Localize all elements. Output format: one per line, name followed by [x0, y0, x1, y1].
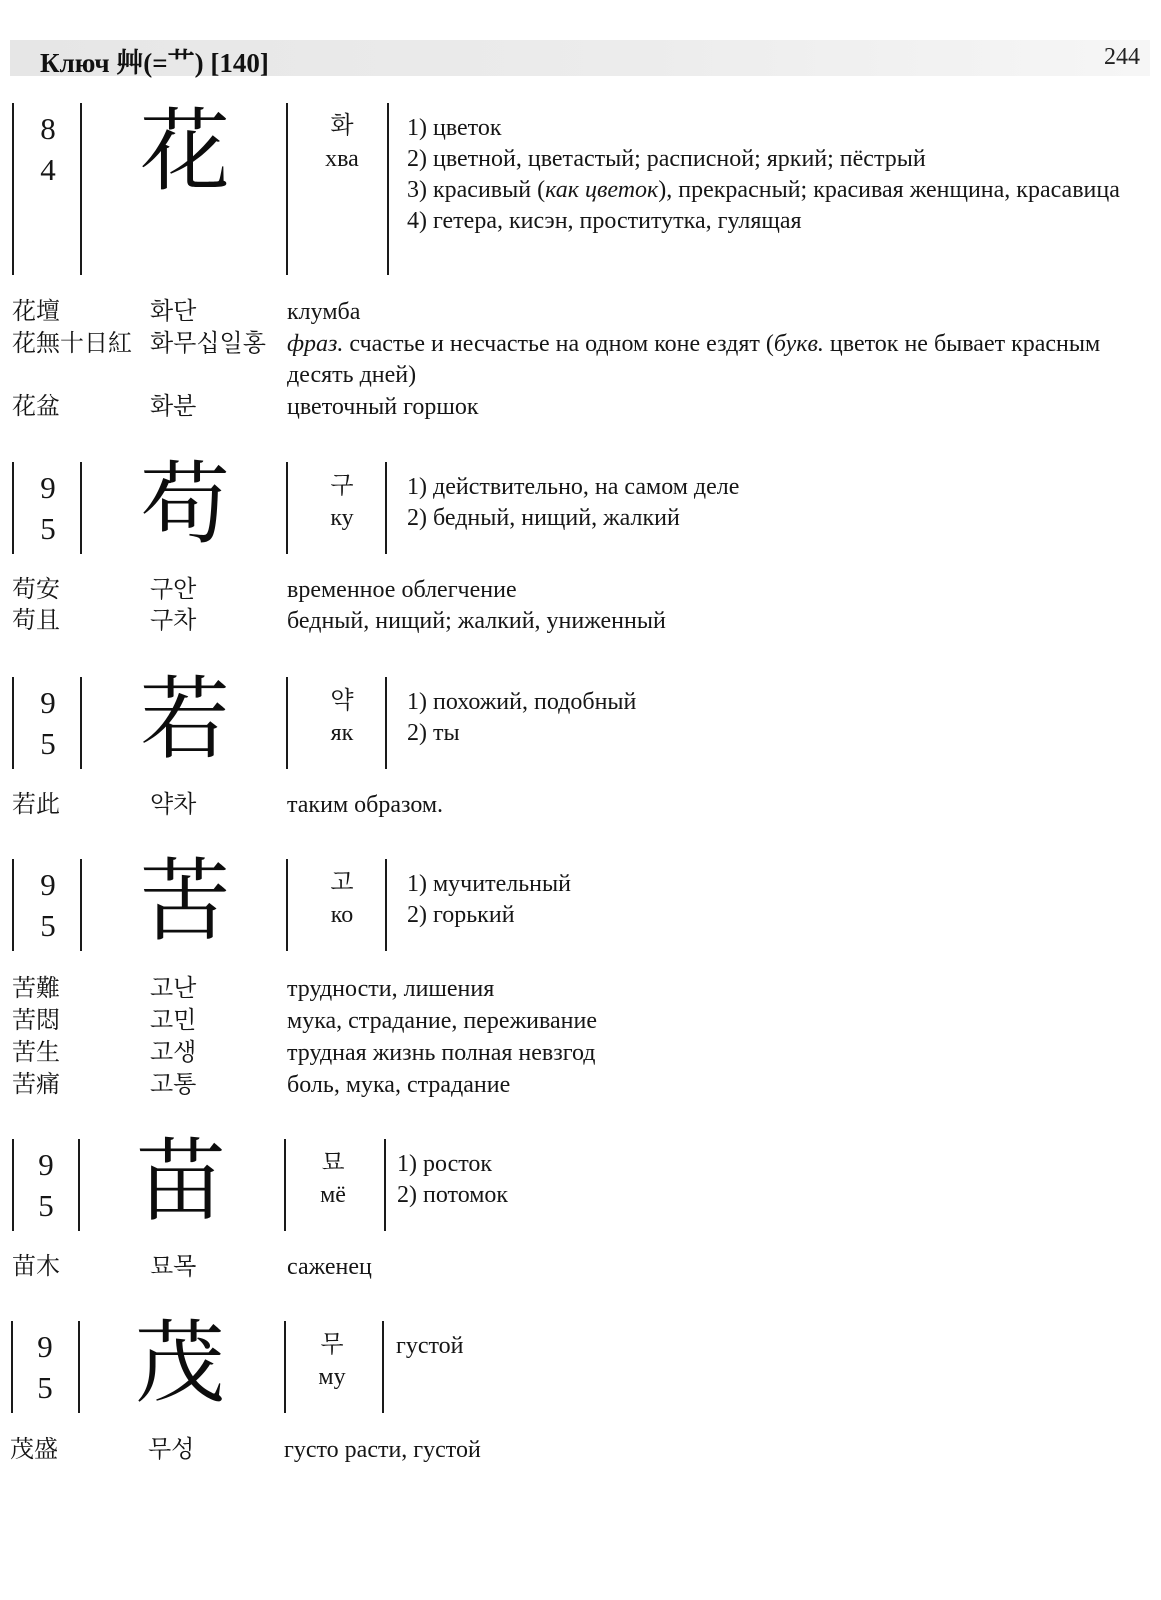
compound-hangul: 고생 [150, 1040, 197, 1066]
meaning-item: 4) гетера, кисэн, проститутка, гулящая [407, 208, 802, 234]
stroke-extra: 5 [38, 1188, 54, 1223]
compound-hanja: 苗木 [12, 1254, 60, 1280]
meaning-item: 2) бедный, нищий, жалкий [407, 505, 680, 531]
meaning-list [407, 869, 1121, 931]
compound-meaning: цветочный горшок [287, 394, 479, 420]
column-divider [385, 677, 387, 769]
compound-hangul: 구안 [150, 577, 197, 603]
radical-title: Ключ 艸(=⺾) [140] [40, 48, 269, 78]
column-divider [284, 1139, 286, 1231]
column-divider [78, 1139, 80, 1231]
transliteration: як [330, 720, 354, 746]
compound-hangul: 묘목 [150, 1254, 197, 1280]
column-divider [80, 677, 82, 769]
column-divider [78, 1321, 80, 1413]
compound-meaning: трудности, лишения [287, 976, 495, 1002]
column-divider [12, 462, 14, 554]
column-divider [12, 1139, 14, 1231]
compound-hanja: 花盆 [12, 394, 60, 420]
column-divider [286, 103, 288, 275]
stroke-extra: 5 [40, 908, 56, 943]
meaning-item: 1) росток [397, 1151, 493, 1177]
compound-hangul: 약차 [150, 792, 197, 818]
meaning-list [396, 1331, 1121, 1362]
compound-hangul: 화분 [150, 394, 197, 420]
hangul-reading: 화 [330, 113, 354, 139]
compound-hanja: 苦痛 [12, 1072, 60, 1098]
compound-meaning: бедный, нищий; жалкий, униженный [287, 608, 666, 634]
transliteration: мё [320, 1182, 346, 1208]
column-divider [286, 677, 288, 769]
dictionary-entry [0, 103, 1161, 275]
column-divider [286, 859, 288, 951]
column-divider [12, 859, 14, 951]
compound-hanja: 苦悶 [12, 1008, 60, 1034]
compound-meaning: фраз. счастье и несчастье на одном коне ездят (букв. цветок не бывает красным десять дней) [287, 331, 1101, 388]
meaning-list [407, 113, 1121, 237]
meaning-item: 3) красивый (как цветок), прекрасный; красивая женщина, красавица [407, 177, 1120, 203]
transliteration: ку [330, 505, 354, 531]
stroke-total: 9 [38, 1147, 54, 1182]
meaning-list [407, 687, 1121, 749]
meaning-item: 2) горький [407, 902, 515, 928]
compound-hangul: 고민 [150, 1008, 197, 1034]
stroke-extra: 5 [40, 726, 56, 761]
compound-hanja: 苟安 [12, 577, 60, 603]
compound-meaning: мука, страдание, переживание [287, 1008, 598, 1034]
compound-hangul: 고통 [150, 1072, 197, 1098]
compound-meaning: клумба [287, 299, 361, 325]
meaning-item: 1) мучительный [407, 871, 571, 897]
transliteration: му [318, 1364, 346, 1390]
dictionary-entry [0, 1133, 1161, 1232]
meaning-item: 2) цветной, цветастый; расписной; яркий; пёстрый [407, 146, 926, 172]
stroke-total: 9 [40, 867, 56, 902]
meaning-item: густой [396, 1333, 464, 1359]
transliteration: хва [325, 146, 359, 172]
headword-hanja: 花 [140, 103, 230, 202]
stroke-total: 9 [40, 685, 56, 720]
dictionary-entry [0, 853, 1161, 952]
stroke-extra: 5 [37, 1370, 53, 1405]
stroke-extra: 5 [40, 511, 56, 546]
hangul-reading: 구 [330, 473, 354, 499]
column-divider [12, 677, 14, 769]
meaning-item: 1) похожий, подобный [407, 689, 637, 715]
column-divider [286, 462, 288, 554]
dictionary-entry [0, 456, 1161, 555]
headword-hanja: 苟 [140, 456, 230, 555]
hangul-reading: 약 [330, 688, 354, 714]
page-number: 244 [1104, 44, 1140, 70]
compound-meaning: боль, мука, страдание [287, 1072, 511, 1098]
compound-hanja: 苦生 [12, 1040, 60, 1066]
compound-hanja: 茂盛 [10, 1437, 58, 1463]
hangul-reading: 묘 [321, 1150, 345, 1176]
dictionary-entry [0, 671, 1161, 770]
headword-hanja: 苦 [140, 853, 230, 952]
compound-meaning: таким образом. [287, 792, 444, 818]
transliteration: ко [330, 902, 354, 928]
meaning-list [407, 472, 1121, 534]
compound-hangul: 고난 [150, 976, 197, 1002]
hangul-reading: 고 [330, 870, 354, 896]
page-header [10, 40, 1150, 76]
compound-meaning: густо расти, густой [284, 1437, 481, 1463]
compound-hangul: 화무십일홍 [150, 331, 266, 357]
column-divider [382, 1321, 384, 1413]
column-divider [12, 103, 14, 275]
compound-meaning: саженец [287, 1254, 372, 1280]
stroke-total: 9 [37, 1329, 53, 1364]
compound-hanja: 若此 [12, 792, 60, 818]
compound-hangul: 화단 [150, 299, 197, 325]
meaning-item: 1) цветок [407, 115, 502, 141]
headword-hanja: 苗 [136, 1133, 226, 1232]
column-divider [284, 1321, 286, 1413]
meaning-item: 2) потомок [397, 1182, 509, 1208]
column-divider [11, 1321, 13, 1413]
stroke-total: 8 [40, 111, 56, 146]
meaning-item: 1) действительно, на самом деле [407, 474, 740, 500]
compound-meaning: временное облегчение [287, 577, 517, 603]
compound-hangul: 무성 [148, 1437, 195, 1463]
column-divider [387, 103, 389, 275]
column-divider [385, 462, 387, 554]
dictionary-entry [0, 1315, 1161, 1414]
compound-hangul: 구차 [150, 608, 197, 634]
column-divider [80, 859, 82, 951]
column-divider [384, 1139, 386, 1231]
compound-hanja: 苟且 [12, 608, 60, 634]
stroke-total: 9 [40, 470, 56, 505]
headword-hanja: 若 [140, 671, 230, 770]
stroke-extra: 4 [40, 152, 56, 187]
hangul-reading: 무 [320, 1332, 344, 1358]
column-divider [80, 462, 82, 554]
meaning-item: 2) ты [407, 720, 460, 746]
column-divider [80, 103, 82, 275]
column-divider [385, 859, 387, 951]
compound-meaning: трудная жизнь полная невзгод [287, 1040, 596, 1066]
meaning-list [397, 1149, 1121, 1211]
compound-hanja: 苦難 [12, 976, 60, 1002]
compound-hanja: 花壇 [12, 299, 60, 325]
compound-hanja: 花無十日紅 [12, 331, 132, 357]
headword-hanja: 茂 [135, 1315, 225, 1414]
